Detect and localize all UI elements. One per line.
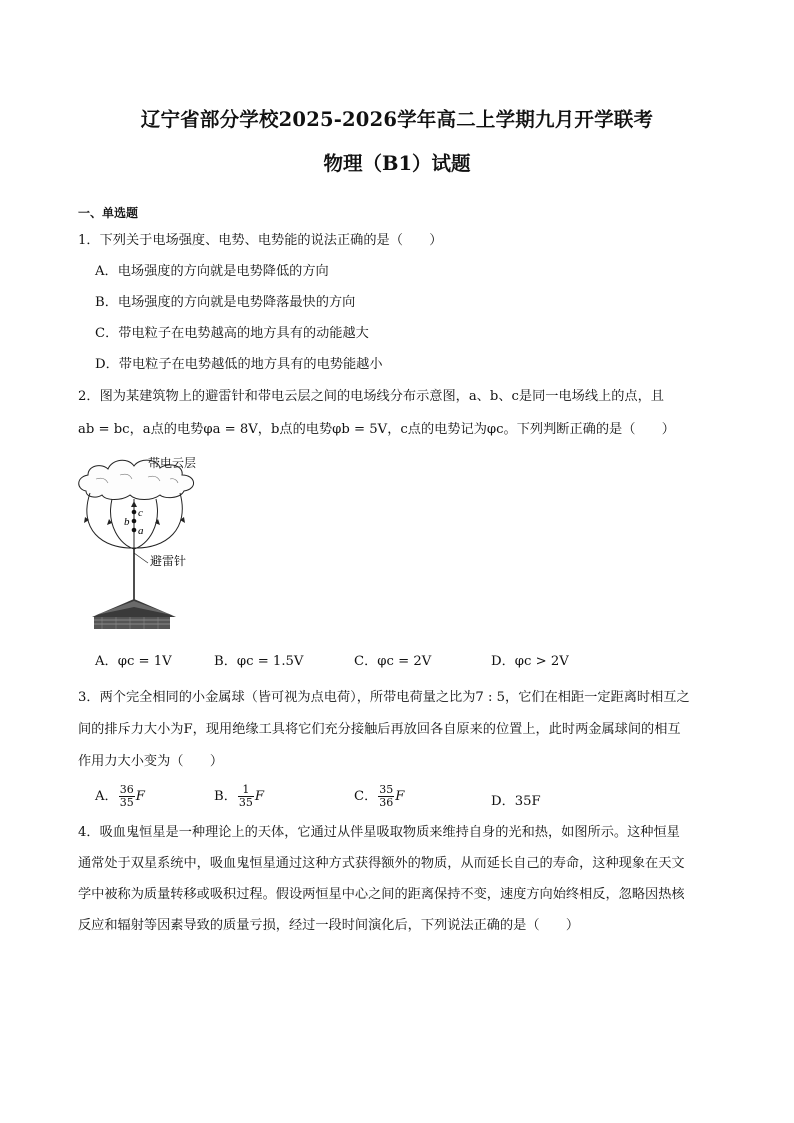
- rod-label: 避雷针: [150, 554, 187, 568]
- section-heading: 一、单选题: [78, 206, 139, 220]
- q4-stem-line1: 4．吸血鬼恒星是一种理论上的天体，它通过从伴星吸取物质来维持自身的光和热，如图所示。这种恒星: [78, 825, 680, 840]
- q2-stem-line2: ab = bc，a点的电势φa = 8V，b点的电势φb = 5V，c点的电势记为φc。下列判断正确的是（ ）: [78, 422, 675, 437]
- q2-option-c: C．φc = 2V: [354, 654, 432, 669]
- q3-stem-line1: 3．两个完全相同的小金属球（皆可视为点电荷），所带电荷量之比为7 : 5，它们在相距一定距离时相互之: [78, 690, 690, 705]
- q1-option-c: C．带电粒子在电势越高的地方具有的动能越大: [95, 326, 369, 341]
- q4-stem-line4: 反应和辐射等因素导致的质量亏损，经过一段时间演化后，下列说法正确的是（ ）: [78, 918, 580, 933]
- point-c-label: c: [138, 507, 143, 519]
- point-b-label: b: [124, 516, 130, 528]
- q2-option-b: B．φc = 1.5V: [214, 654, 304, 669]
- q4-stem-line3: 学中被称为质量转移或吸积过程。假设两恒星中心之间的距离保持不变，速度方向始终相反，忽略因热核: [78, 887, 685, 902]
- document-subtitle: 物理（B1）试题: [323, 152, 471, 175]
- lightning-rod-figure: [72, 453, 212, 629]
- q2-option-d: D．φc > 2V: [491, 654, 569, 669]
- q3-option-a: A． $\frac{36}{35}$ F: [95, 783, 145, 809]
- q3-stem-line3: 作用力大小变为（ ）: [78, 754, 224, 769]
- q3-option-d: D．35F: [491, 794, 541, 809]
- document-title: 辽宁省部分学校2025-2026学年高二上学期九月开学联考: [140, 108, 654, 131]
- q1-stem: 1．下列关于电场强度、电势、电势能的说法正确的是（ ）: [78, 233, 443, 248]
- q4-stem-line2: 通常处于双星系统中，吸血鬼恒星通过这种方式获得额外的物质，从而延长自己的寿命，这种现象在天文: [78, 856, 685, 871]
- cloud-label: 带电云层: [148, 456, 197, 470]
- q1-option-a: A．电场强度的方向就是电势降低的方向: [95, 264, 329, 279]
- point-b: [132, 519, 137, 524]
- q1-option-b: B．电场强度的方向就是电势降落最快的方向: [95, 295, 356, 310]
- q2-stem-line1: 2．图为某建筑物上的避雷针和带电云层之间的电场线分布示意图，a、b、c是同一电场线上的点，且: [78, 389, 664, 404]
- q3-option-c: C． $\frac{35}{36}$ F: [354, 783, 405, 809]
- q3-stem-line2: 间的排斥力大小为F，现用绝缘工具将它们充分接触后再放回各自原来的位置上，此时两金属球间的相互: [78, 722, 681, 737]
- building-roof: [92, 599, 176, 629]
- q2-option-a: A．φc = 1V: [95, 654, 172, 669]
- point-a: [132, 528, 137, 533]
- q3-option-b: B． $\frac{1}{35}$ F: [214, 783, 265, 809]
- point-c: [132, 510, 137, 515]
- q1-option-d: D．带电粒子在电势越低的地方具有的电势能越小: [95, 357, 383, 372]
- point-a-label: a: [138, 525, 144, 537]
